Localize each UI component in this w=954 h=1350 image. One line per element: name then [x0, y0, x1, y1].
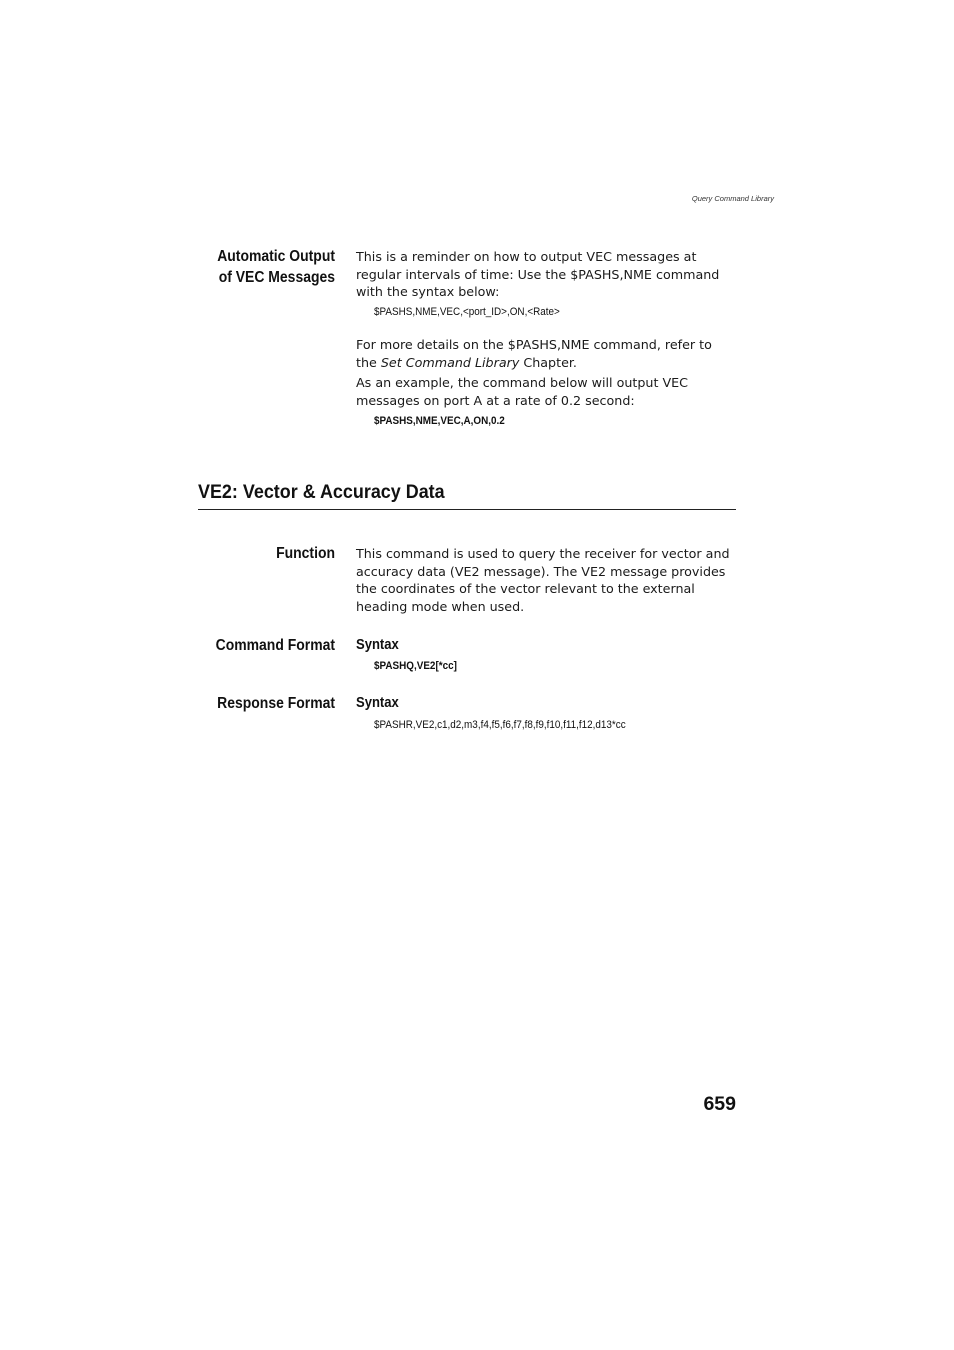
example-intro-text: As an example, the command below will output VEC messages on port A at a rate of 0.2 second:: [356, 375, 689, 408]
auto-output-paragraph-1: [356, 248, 736, 301]
command-syntax-code: $PASHQ,VE2[*cc]: [374, 660, 457, 672]
nme-reference-text: [356, 336, 736, 371]
response-syntax-heading: Syntax: [356, 695, 399, 711]
function-description: [356, 545, 736, 615]
function-text: This command is used to query the receiver for vector and accuracy data (VE2 message). The VE2 message provides the coordinates of the vector relevant to the external heading mode when used.: [356, 546, 730, 614]
auto-output-paragraph-2: [356, 336, 736, 371]
function-label: Function: [276, 545, 335, 562]
auto-output-label-line2: of VEC Messages: [218, 269, 335, 286]
command-syntax-heading: Syntax: [356, 637, 399, 653]
command-format-label: Command Format: [215, 637, 335, 654]
nme-syntax-code: $PASHS,NME,VEC,<port_ID>,ON,<Rate>: [374, 306, 560, 318]
section-divider: [198, 509, 736, 510]
auto-output-label-line1: Automatic Output: [217, 248, 335, 265]
nme-reference-end: Chapter.: [519, 354, 577, 370]
response-syntax-code: $PASHR,VE2,c1,d2,m3,f4,f5,f6,f7,f8,f9,f10,f11,f12,d13*cc: [374, 719, 626, 731]
page-number: 659: [703, 1093, 736, 1115]
section-title: VE2: Vector & Accuracy Data: [198, 481, 445, 503]
set-command-library-ref: Set Command Library: [380, 354, 520, 370]
nme-example-code: $PASHS,NME,VEC,A,ON,0.2: [374, 415, 505, 427]
auto-output-paragraph-3: [356, 374, 736, 409]
nme-reference-start: For more details on the $PASHS,NME command, refer to the: [356, 337, 712, 370]
auto-output-label: [169, 246, 336, 288]
auto-output-intro-text: This is a reminder on how to output VEC messages at regular intervals of time: Use the $PASHS,NME command with the syntax below:: [356, 249, 720, 300]
running-header: Query Command Library: [691, 194, 774, 203]
response-format-label: Response Format: [217, 695, 335, 712]
